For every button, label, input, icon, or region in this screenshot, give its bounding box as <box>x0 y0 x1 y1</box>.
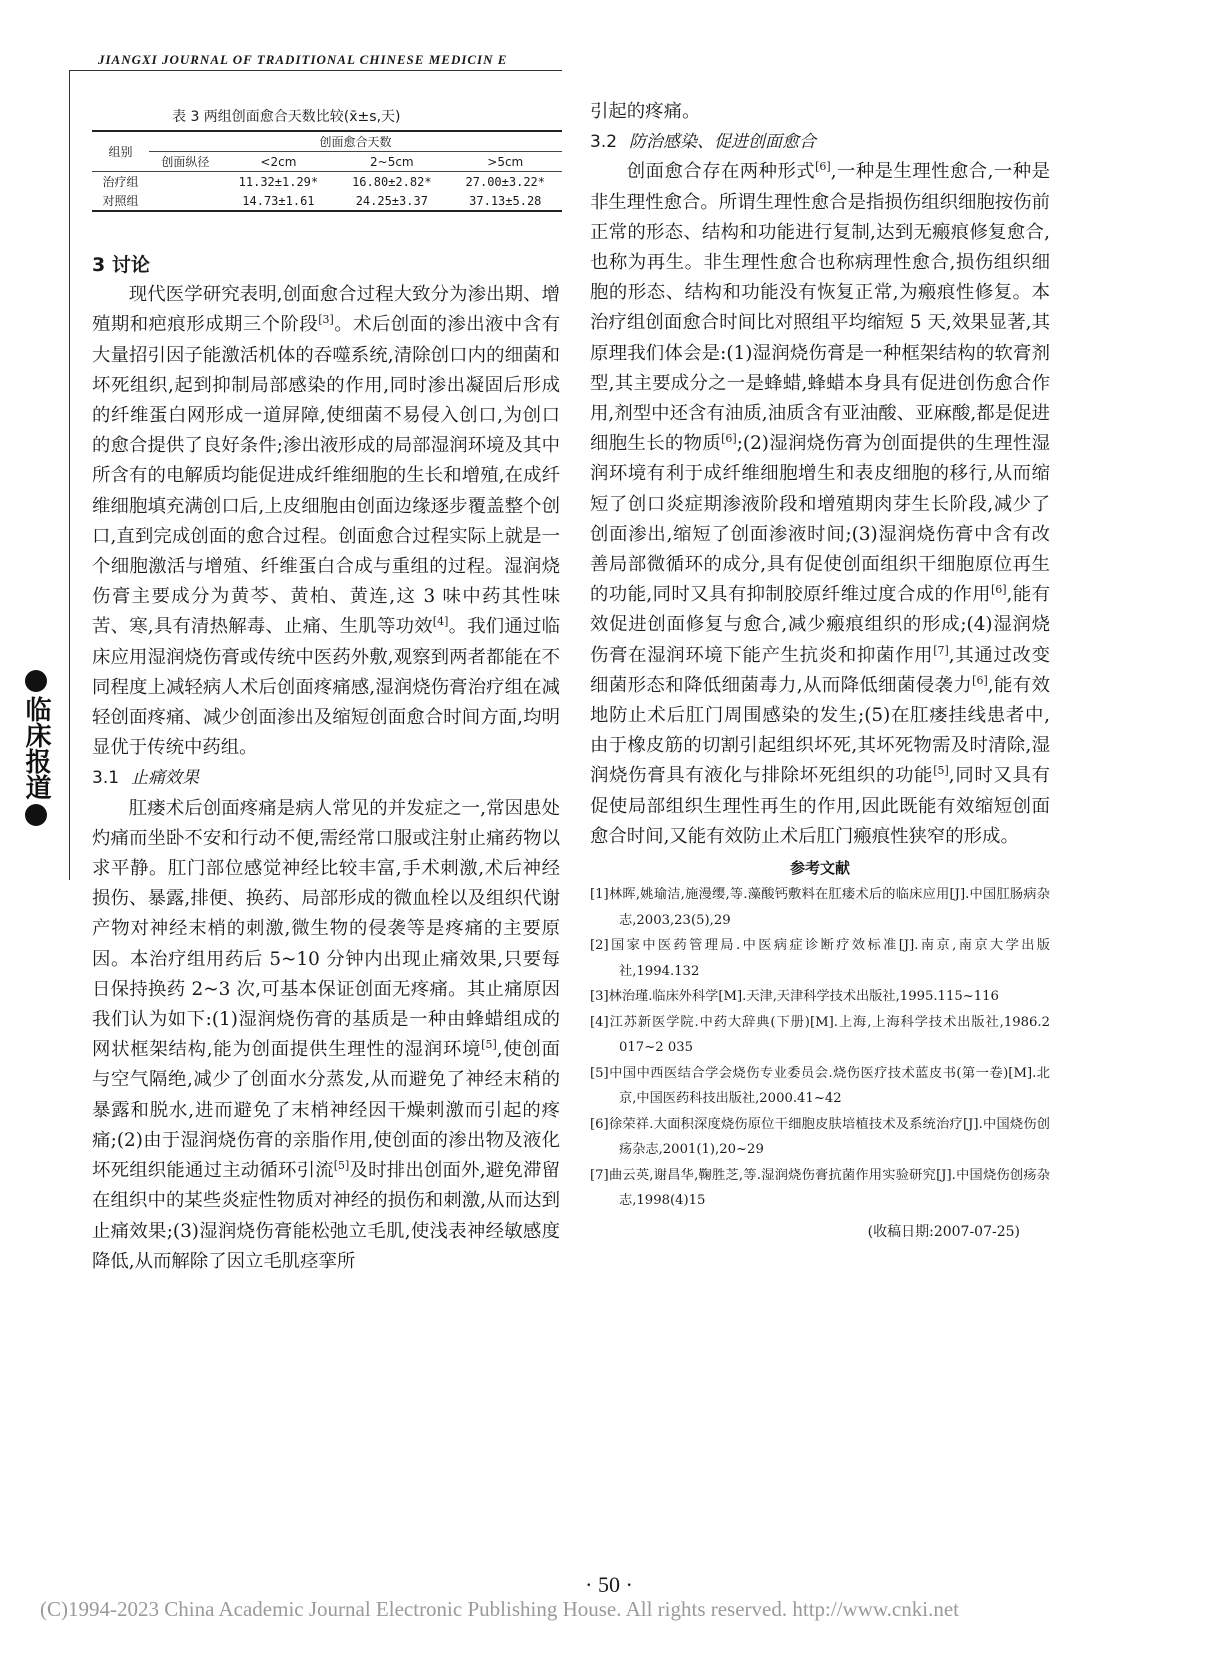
col-header: >5cm <box>449 152 562 172</box>
table-cell: 27.00±3.22* <box>465 174 545 189</box>
citation[interactable]: [7] <box>933 643 949 657</box>
citation[interactable]: [4] <box>432 615 449 629</box>
citation[interactable]: [6] <box>721 432 737 446</box>
row-label: 对照组 <box>92 191 149 211</box>
col-header: 2~5cm <box>335 152 448 172</box>
citation[interactable]: [5] <box>481 1038 497 1052</box>
side-tab-label: 临床报道 <box>21 696 51 800</box>
citation[interactable]: [6] <box>815 160 831 174</box>
copyright-watermark: (C)1994-2023 China Academic Journal Electronic Publishing House. All rights reserved. http://www.cnki.net <box>40 1597 959 1621</box>
table-row <box>92 191 562 211</box>
table-row <box>92 172 562 192</box>
reference-item: [5]中国中西医结合学会烧伤专业委员会.烧伤医疗技术蓝皮书(第一卷)[M].北京,中国医药科技出版社,2000.41~42 <box>590 1065 1050 1107</box>
citation[interactable]: [6] <box>990 583 1007 597</box>
table-cell: 24.25±3.37 <box>335 191 448 211</box>
left-column <box>92 250 560 1277</box>
citation[interactable]: [6] <box>972 673 988 687</box>
references-title: 参考文献 <box>789 859 850 878</box>
table-cell: 16.80±2.82* <box>352 174 432 189</box>
citation[interactable]: [5] <box>333 1158 350 1172</box>
table-caption: 表 3 两组创面愈合天数比较(x̄±s,天) <box>172 109 401 125</box>
diameter-header: 创面纵径 <box>149 152 222 172</box>
table-cell: 11.32±1.29* <box>238 174 319 189</box>
header-rule <box>70 70 562 71</box>
page-number: · 50 · <box>585 1572 633 1597</box>
healing-days-table <box>92 130 562 212</box>
row-label: 治疗组 <box>102 175 139 189</box>
received-date: (收稿日期:2007-07-25) <box>867 1223 1020 1240</box>
analgesia-paragraph: 肛瘘术后创面疼痛是病人常见的并发症之一,常因患处灼痛而坐卧不安和行动不便,需经常口服或注射止痛药物以求平静。肛门部位感觉神经比较丰富,手术刺激,术后神经损伤、暴露,排便、换药、局部形成的微血栓以及组织代谢产物对神经末梢的刺激,微生物的侵袭等是疼痛的主要原因。本治疗组用药后 5~10 分钟内出现止痛效果,只要每日保持换药 2~3 次,可基本保证创面无疼痛。其止痛原因我们认为如下:(1)湿润烧伤膏的基质是一种由蜂蜡组成的网状框架结构,能为创面提供生理性的湿润环境[5],使创面与空气隔绝,减少了创面水分蒸发,从而避免了神经末稍的暴露和脱水,进而避免了末梢神经因干燥刺激而引起的疼痛;(2)由于湿润烧伤膏的亲脂作用,使创面的渗出物及液化坏死组织能通过主动循环引流[5]及时排出创面外,避免滞留在组织中的某些炎症性物质对神经的损伤和刺激,从而达到止痛效果;(3)湿润烧伤膏能松弛立毛肌,使浅表神经敏感度降低,从而解除了因立毛肌痉挛所 <box>92 797 560 1272</box>
section-side-tab <box>16 670 56 840</box>
reference-item: [6]徐荣祥.大面积深度烧伤原位干细胞皮肤培植技术及系统治疗[J].中国烧伤创疡杂志,2001(1),20~29 <box>590 1116 1050 1158</box>
table-cell: 14.73±1.61 <box>222 191 335 211</box>
discussion-paragraph: 现代医学研究表明,创面愈合过程大致分为渗出期、增殖期和疤痕形成期三个阶段[3]。术后创面的渗出液中含有大量招引因子能激活机体的吞噬系统,清除创口内的细菌和坏死组织,起到抑制局部感染的作用,同时渗出凝固后形成的纤维蛋白网形成一道屏障,使细菌不易侵入创口,为创口的愈合提供了良好条件;渗出液形成的局部湿润环境及其中所含有的电解质均能促进成纤维细胞的生长和增殖,在成纤维细胞填充满创口后,上皮细胞由创面边缘逐步覆盖整个创口,直到完成创面的愈合过程。创面愈合过程实际上就是一个细胞激活与增殖、纤维蛋白合成与重组的过程。湿润烧伤膏主要成分为黄芩、黄柏、黄连,这 3 味中药其性味苦、寒,具有清热解毒、止痛、生肌等功效[4]。我们通过临床应用湿润烧伤膏或传统中医药外敷,观察到两者都能在不同程度上减轻病人术后创面疼痛感,湿润烧伤膏治疗组在减轻创面疼痛、减少创面渗出及缩短创面愈合时间方面,均明显优于传统中药组。 <box>92 284 560 759</box>
right-column <box>590 97 1050 1244</box>
reference-item: [1]林晖,姚瑜洁,施漫缨,等.藻酸钙敷料在肛瘘术后的临床应用[J].中国肛肠病杂志,2003,23(5),29 <box>590 887 1050 928</box>
span-header: 创面愈合天数 <box>149 132 562 152</box>
margin-rule <box>69 70 70 880</box>
citation[interactable]: [3] <box>318 313 334 327</box>
reference-item: [7]曲云英,谢昌华,鞠胜芝,等.湿润烧伤膏抗菌作用实验研究[J].中国烧伤创疡杂志,1998(4)15 <box>590 1167 1050 1209</box>
reference-item: [4]江苏新医学院.中药大辞典(下册)[M].上海,上海科学技术出版社,1986.2 017~2 035 <box>590 1014 1050 1056</box>
col-header: <2cm <box>222 152 335 172</box>
group-header: 组别 <box>92 132 149 172</box>
bullet-dot-icon <box>25 670 47 692</box>
continued-text: 引起的疼痛。 <box>590 101 701 122</box>
table-cell: 37.13±5.28 <box>449 191 562 211</box>
citation[interactable]: [5] <box>933 764 949 778</box>
healing-paragraph: 创面愈合存在两种形式[6],一种是生理性愈合,一种是非生理性愈合。所谓生理性愈合是指损伤组织细胞按伤前正常的形态、结构和功能进行复制,达到无瘢痕修复愈合,也称为再生。非生理性愈合也称病理性愈合,损伤组织细胞的形态、结构和功能没有恢复正常,为瘢痕性修复。本治疗组创面愈合时间比对照组平均缩短 5 天,效果显著,其原理我们体会是:(1)湿润烧伤膏是一种框架结构的软膏剂型,其主要成分之一是蜂蜡,蜂蜡本身具有促进创伤愈合作用,剂型中还含有油质,油质含有亚油酸、亚麻酸,都是促进细胞生长的物质[6];(2)湿润烧伤膏为创面提供的生理性湿润环境有利于成纤维细胞增生和表皮细胞的移行,从而缩短了创口炎症期渗液阶段和增殖期肉芽生长阶段,减少了创面渗出,缩短了创面渗液时间;(3)湿润烧伤膏中含有改善局部微循环的成分,具有促使创面组织干细胞原位再生的功能,同时又具有抑制胶原纤维过度合成的作用[6],能有效促进创面修复与愈合,减少瘢痕组织的形成;(4)湿润烧伤膏在湿润环境下能产生抗炎和抑菌作用[7],其通过改变细菌形态和降低细菌毒力,从而降低细菌侵袭力[6],能有效地防止术后肛门周围感染的发生;(5)在肛瘘挂线患者中,由于橡皮筋的切割引起组织坏死,其坏死物需及时清除,湿润烧伤膏具有液化与排除坏死组织的功能[5],同时又具有促使局部组织生理性再生的作用,因此既能有效缩短创面愈合时间,又能有效防止术后肛门瘢痕性狭窄的形成。 <box>590 160 1050 847</box>
bullet-dot-icon <box>25 804 47 826</box>
reference-item: [3]林治瑾.临床外科学[M].天津,天津科学技术出版社,1995.115~116 <box>590 989 999 1005</box>
subsection-heading: 3.1 止痛效果 <box>92 768 200 789</box>
journal-header: JIANGXI JOURNAL OF TRADITIONAL CHINESE MEDICIN E <box>98 52 508 67</box>
subsection-heading: 3.2 防治感染、促进创面愈合 <box>590 132 817 153</box>
section-heading: 3 讨论 <box>92 254 150 276</box>
reference-item: [2]国家中医药管理局.中医病症诊断疗效标准[J].南京,南京大学出版社,1994.132 <box>590 938 1050 979</box>
